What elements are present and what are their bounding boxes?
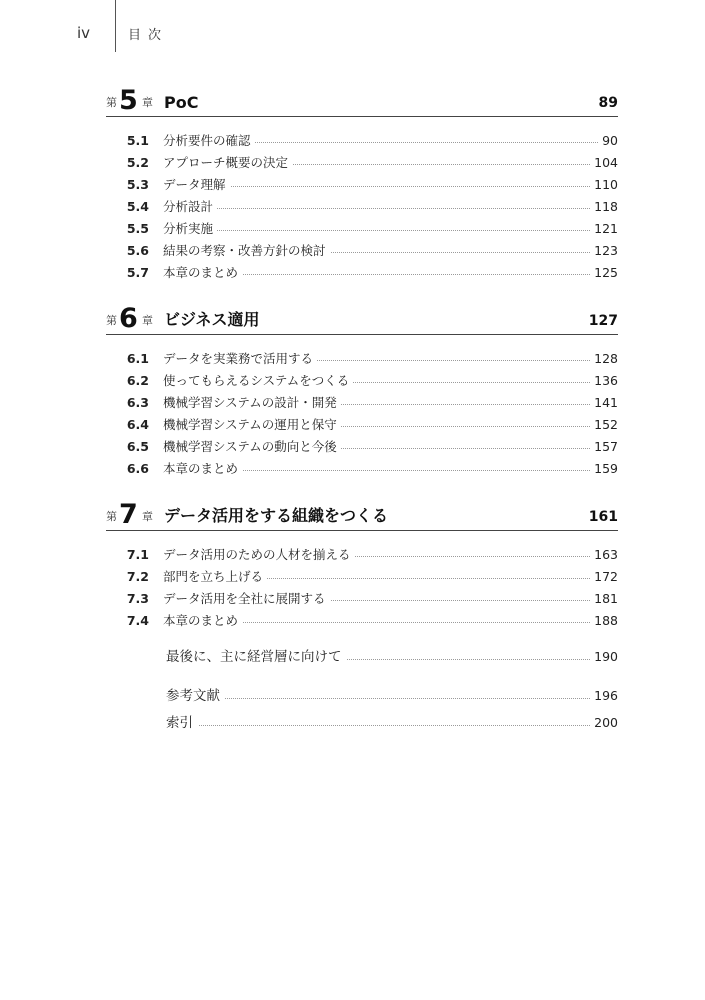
chapter-suffix: 章 <box>142 510 153 523</box>
entry-title: 参考文献 <box>166 686 225 706</box>
section-number: 7.4 <box>126 613 149 628</box>
section-page: 90 <box>599 132 618 150</box>
chapter-prefix: 第 <box>106 314 117 327</box>
section-page: 110 <box>591 176 618 194</box>
chapter-suffix: 章 <box>142 314 153 327</box>
toc-entry[interactable] <box>106 198 618 216</box>
toc-entry[interactable] <box>106 546 618 564</box>
toc-entry[interactable] <box>106 590 618 608</box>
section-number: 5.5 <box>126 221 149 236</box>
page-header <box>0 0 705 70</box>
chapter-heading[interactable] <box>106 304 618 335</box>
section-page: 104 <box>591 154 618 172</box>
section-page: 118 <box>591 198 618 216</box>
entry-page: 190 <box>591 647 618 667</box>
section-page: 157 <box>591 438 618 456</box>
entry-page: 196 <box>591 686 618 706</box>
section-page: 163 <box>591 546 618 564</box>
section-title: アプローチ概要の決定 <box>163 154 292 172</box>
toc-entry[interactable] <box>106 372 618 390</box>
toc-entry[interactable] <box>106 220 618 238</box>
section-title: 分析設計 <box>163 198 217 216</box>
section-number: 7.1 <box>126 547 149 562</box>
section-number: 6.3 <box>126 395 149 410</box>
chapter-page: 89 <box>598 95 618 111</box>
entry-page: 200 <box>591 713 618 733</box>
page-number: iv <box>77 24 91 42</box>
section-number: 6.2 <box>126 373 149 388</box>
chapter-suffix: 章 <box>142 96 153 109</box>
section-number: 6.1 <box>126 351 149 366</box>
chapter-prefix: 第 <box>106 96 117 109</box>
section-title: データを実業務で活用する <box>163 350 317 368</box>
section-number: 7.3 <box>126 591 149 606</box>
toc-entry[interactable] <box>106 242 618 260</box>
section-title: 結果の考察・改善方針の検討 <box>163 242 330 260</box>
dot-leader <box>163 186 618 187</box>
section-title: 使ってもらえるシステムをつくる <box>163 372 353 390</box>
section-number: 5.1 <box>126 133 149 148</box>
section-title: 部門を立ち上げる <box>163 568 267 586</box>
toc-entry[interactable] <box>106 612 618 630</box>
toc-entry[interactable] <box>106 176 618 194</box>
section-page: 188 <box>591 612 618 630</box>
section-title: 本章のまとめ <box>163 264 242 282</box>
toc-entry[interactable] <box>106 132 618 150</box>
section-title: データ理解 <box>163 176 230 194</box>
chapter-heading[interactable] <box>106 86 618 117</box>
toc-entry-afterword[interactable] <box>166 647 618 667</box>
chapter-prefix: 第 <box>106 510 117 523</box>
section-title: 機械学習システムの運用と保守 <box>163 416 341 434</box>
toc-entry[interactable] <box>106 264 618 282</box>
chapter-title: データ活用をする組織をつくる <box>164 506 389 525</box>
dot-leader <box>166 698 618 699</box>
section-page: 125 <box>591 264 618 282</box>
toc-entry[interactable] <box>106 154 618 172</box>
section-page: 121 <box>591 220 618 238</box>
section-title: 本章のまとめ <box>163 460 242 478</box>
section-title: 機械学習システムの設計・開発 <box>163 394 341 412</box>
section-number: 5.7 <box>126 265 149 280</box>
section-title: 分析実施 <box>163 220 217 238</box>
section-number: 6.5 <box>126 439 149 454</box>
section-page: 172 <box>591 568 618 586</box>
section-page: 181 <box>591 590 618 608</box>
section-number: 5.4 <box>126 199 149 214</box>
toc-entry-references[interactable] <box>166 686 618 706</box>
section-title: 機械学習システムの動向と今後 <box>163 438 341 456</box>
section-number: 5.3 <box>126 177 149 192</box>
chapter-number: 5 <box>119 85 138 116</box>
section-page: 128 <box>591 350 618 368</box>
section-title: データ活用のための人材を揃える <box>163 546 355 564</box>
section-number: 5.2 <box>126 155 149 170</box>
section-title: データ活用を全社に展開する <box>163 590 330 608</box>
toc-entry[interactable] <box>106 568 618 586</box>
header-divider <box>115 0 116 52</box>
running-title: 目次 <box>128 28 169 43</box>
section-page: 152 <box>591 416 618 434</box>
section-number: 6.6 <box>126 461 149 476</box>
chapter-heading[interactable] <box>106 500 618 531</box>
section-page: 159 <box>591 460 618 478</box>
chapter-number: 6 <box>119 303 138 334</box>
entry-title: 最後に、主に経営層に向けて <box>166 647 347 667</box>
section-page: 136 <box>591 372 618 390</box>
dot-leader <box>163 230 618 231</box>
section-title: 本章のまとめ <box>163 612 242 630</box>
section-number: 7.2 <box>126 569 149 584</box>
chapter-title: ビジネス適用 <box>164 310 260 329</box>
toc-entry[interactable] <box>106 350 618 368</box>
section-page: 141 <box>591 394 618 412</box>
entry-title: 索引 <box>166 713 198 733</box>
chapter-title: PoC <box>164 93 199 112</box>
section-page: 123 <box>591 242 618 260</box>
dot-leader <box>166 725 618 726</box>
toc-entry[interactable] <box>106 416 618 434</box>
section-number: 6.4 <box>126 417 149 432</box>
section-title: 分析要件の確認 <box>163 132 255 150</box>
chapter-page: 161 <box>588 509 618 525</box>
toc-entry[interactable] <box>106 438 618 456</box>
dot-leader <box>163 208 618 209</box>
toc-entry[interactable] <box>106 394 618 412</box>
chapter-page: 127 <box>588 313 618 329</box>
toc-entry[interactable] <box>106 460 618 478</box>
chapter-number: 7 <box>119 499 138 530</box>
toc-entry-index[interactable] <box>166 713 618 733</box>
section-number: 5.6 <box>126 243 149 258</box>
